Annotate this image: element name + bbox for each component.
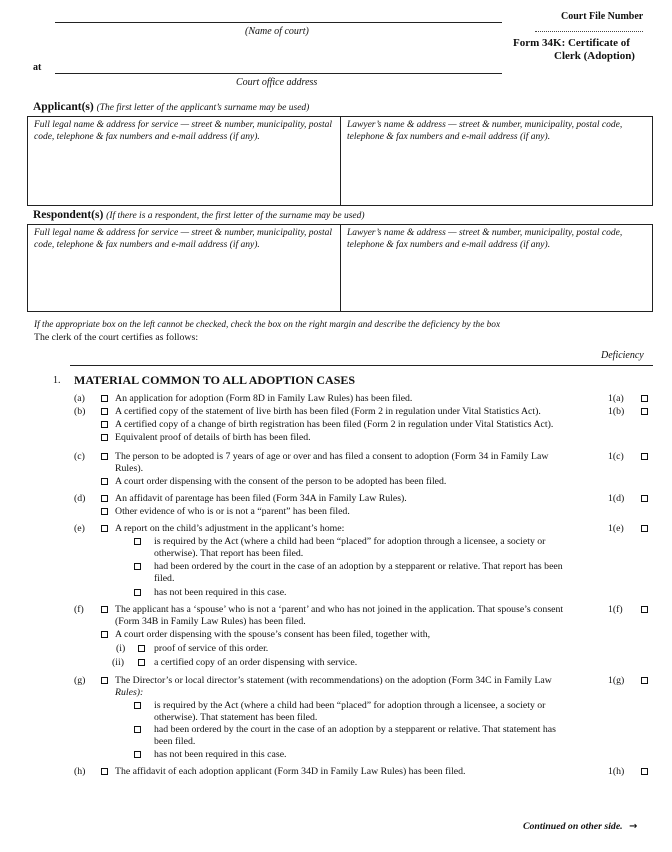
section-divider xyxy=(70,365,653,366)
item-d-ref: 1(d) xyxy=(608,493,625,504)
continued-text: Continued on other side. xyxy=(523,821,623,832)
item-c-ref: 1(c) xyxy=(608,451,624,462)
item-d-text-1: An affidavit of parentage has been filed (Form 34A in Family Law Rules). xyxy=(115,493,407,504)
item-h-ref: 1(h) xyxy=(608,766,625,777)
item-g-checkbox[interactable] xyxy=(101,677,108,684)
form-title-line2: Clerk (Adoption) xyxy=(554,50,635,62)
item-c-text-2: A court order dispensing with the consent of the person to be adopted has been filed. xyxy=(115,476,447,487)
item-e-sub-text-2b: filed. xyxy=(154,573,175,584)
item-f-i-label: (i) xyxy=(116,643,126,654)
item-f-ii-checkbox[interactable] xyxy=(138,659,145,666)
item-e-text-1: A report on the child’s adjustment in the applicant’s home: xyxy=(115,523,345,534)
item-g-deficiency-checkbox[interactable] xyxy=(641,677,648,684)
item-b-text-1: A certified copy of the statement of live birth has been filed (Form 2 in regulation under Vital Statistics Act). xyxy=(115,406,541,417)
applicants-heading xyxy=(33,101,309,113)
item-b-text-3: Equivalent proof of details of birth has been filed. xyxy=(115,432,311,443)
item-f-text-2: A court order dispensing with the spouse’s consent has been filed, together with, xyxy=(115,629,431,640)
item-d-checkbox-2[interactable] xyxy=(101,508,108,515)
item-f-i-checkbox[interactable] xyxy=(138,645,145,652)
item-c-text-1b: Rules). xyxy=(115,463,144,474)
item-c-checkbox-1[interactable] xyxy=(101,453,108,460)
item-d-label: (d) xyxy=(74,493,86,504)
item-e-checkbox[interactable] xyxy=(101,525,108,532)
item-a-deficiency-checkbox[interactable] xyxy=(641,395,648,402)
item-g-sub-text-2a: had been ordered by the court in the case of an adoption by a stepparent or relative. That statement has xyxy=(154,724,556,735)
item-e-sub-text-2a: had been ordered by the court in the case of an adoption by a stepparent or relative. That report has been xyxy=(154,561,563,572)
applicant-lawyer-cell[interactable]: Lawyer’s name & address — street & number, municipality, postal code, telephone & fax numbers and e-mail address (if any). xyxy=(347,120,623,142)
item-a-label: (a) xyxy=(74,393,85,404)
court-file-number-label: Court File Number xyxy=(561,11,644,22)
item-d-text-2: Other evidence of who is or is not a “parent” has been filed. xyxy=(115,506,350,517)
item-f-ii-label: (ii) xyxy=(112,657,124,668)
continued-note xyxy=(523,821,637,832)
item-g-sub-text-1a: is required by the Act (where a child had been “placed” for adoption through a licensee, a society or xyxy=(154,700,546,711)
item-a-text: An application for adoption (Form 8D in Family Law Rules) has been filed. xyxy=(115,393,413,404)
item-f-text-1a: The applicant has a ‘spouse’ who is not a ‘parent’ and who has not joined in the application. That spouse’s consent xyxy=(115,604,564,615)
item-e-deficiency-checkbox[interactable] xyxy=(641,525,648,532)
item-c-deficiency-checkbox[interactable] xyxy=(641,453,648,460)
item-g-sub-text-1b: otherwise). That statement has been filed. xyxy=(154,712,318,723)
item-f-text-1b: (Form 34B in Family Law Rules) has been filed. xyxy=(115,616,306,627)
section1-number: 1. xyxy=(53,375,61,386)
item-d-deficiency-checkbox[interactable] xyxy=(641,495,648,502)
item-g-text-1a: The Director’s or local director’s statement (with recommendations) on the adoption (Form 34C in Family Law xyxy=(115,675,552,686)
respondents-title: Respondent(s) xyxy=(33,209,104,221)
item-e-sub-checkbox-3[interactable] xyxy=(134,589,141,596)
item-b-ref: 1(b) xyxy=(608,406,625,417)
item-f-checkbox-2[interactable] xyxy=(101,631,108,638)
item-c-label: (c) xyxy=(74,451,85,462)
item-c-checkbox-2[interactable] xyxy=(101,478,108,485)
item-c-text-1a: The person to be adopted is 7 years of age or over and has filed a consent to adoption (Form 34 in Family Law xyxy=(115,451,549,462)
applicants-table xyxy=(27,116,653,206)
item-d-checkbox-1[interactable] xyxy=(101,495,108,502)
item-g-ref: 1(g) xyxy=(608,675,625,686)
arrow-right-icon: → xyxy=(629,821,638,832)
respondents-heading xyxy=(33,209,365,221)
item-h-text: The affidavit of each adoption applicant (Form 34D in Family Law Rules) has been filed. xyxy=(115,766,466,777)
item-e-sub-text-1b: otherwise). That report has been filed. xyxy=(154,548,304,559)
item-g-label: (g) xyxy=(74,675,86,686)
item-b-label: (b) xyxy=(74,406,86,417)
item-a-ref: 1(a) xyxy=(608,393,624,404)
item-e-sub-text-3: has not been required in this case. xyxy=(154,587,287,598)
instructions-line1: If the appropriate box on the left cannot be checked, check the box on the right margin and describe the deficiency by the box xyxy=(34,320,501,330)
item-h-label: (h) xyxy=(74,766,86,777)
item-b-checkbox-2[interactable] xyxy=(101,421,108,428)
respondent-lawyer-cell[interactable]: Lawyer’s name & address — street & number, municipality, postal code, telephone & fax numbers and e-mail address (if any). xyxy=(347,228,623,250)
deficiency-label: Deficiency xyxy=(601,350,644,361)
item-b-checkbox-3[interactable] xyxy=(101,434,108,441)
item-f-ii-text: a certified copy of an order dispensing with service. xyxy=(154,657,358,668)
section1-title: MATERIAL COMMON TO ALL ADOPTION CASES xyxy=(74,373,356,387)
court-office-address-label: Court office address xyxy=(236,77,318,88)
respondents-table xyxy=(27,224,653,312)
item-f-label: (f) xyxy=(74,604,84,615)
at-label: at xyxy=(33,62,42,73)
item-e-ref: 1(e) xyxy=(608,523,624,534)
item-g-sub-text-3: has not been required in this case. xyxy=(154,749,287,760)
item-e-label: (e) xyxy=(74,523,85,534)
item-h-checkbox[interactable] xyxy=(101,768,108,775)
item-g-sub-text-2b: been filed. xyxy=(154,736,196,747)
name-of-court-label: (Name of court) xyxy=(245,26,309,37)
item-g-text-1b: Rules): xyxy=(115,687,144,698)
applicants-title: Applicant(s) xyxy=(33,101,94,113)
item-e-sub-text-1a: is required by the Act (where a child had been “placed” for adoption through a licensee, a society or xyxy=(154,536,546,547)
item-e-sub-checkbox-1[interactable] xyxy=(134,538,141,545)
instructions-line2: The clerk of the court certifies as follows: xyxy=(34,332,199,343)
item-e-sub-checkbox-2[interactable] xyxy=(134,563,141,570)
item-g-sub-checkbox-1[interactable] xyxy=(134,702,141,709)
court-name-line xyxy=(55,22,502,23)
item-f-deficiency-checkbox[interactable] xyxy=(641,606,648,613)
item-h-deficiency-checkbox[interactable] xyxy=(641,768,648,775)
item-g-sub-checkbox-3[interactable] xyxy=(134,751,141,758)
item-b-checkbox-1[interactable] xyxy=(101,408,108,415)
item-b-deficiency-checkbox[interactable] xyxy=(641,408,648,415)
respondents-note: (If there is a respondent, the first letter of the surname may be used) xyxy=(106,211,365,221)
item-g-sub-checkbox-2[interactable] xyxy=(134,726,141,733)
respondent-info-cell[interactable]: Full legal name & address for service — street & number, municipality, postal code, telephone & fax numbers and e-mail address (if any). xyxy=(34,228,332,250)
item-a-checkbox[interactable] xyxy=(101,395,108,402)
item-b-text-2: A certified copy of a change of birth registration has been filed (Form 2 in regulation under Vital Statistics Act). xyxy=(115,419,554,430)
item-f-ref: 1(f) xyxy=(608,604,623,615)
applicant-info-cell[interactable]: Full legal name & address for service — street & number, municipality, postal code, telephone & fax numbers and e-mail address (if any). xyxy=(34,120,332,142)
applicants-note: (The first letter of the applicant’s surname may be used) xyxy=(96,103,310,113)
court-address-line xyxy=(55,73,502,74)
item-f-checkbox-1[interactable] xyxy=(101,606,108,613)
form-title-line1: Form 34K: Certificate of xyxy=(513,37,630,49)
court-file-number-field[interactable] xyxy=(535,31,643,32)
item-f-i-text: proof of service of this order. xyxy=(154,643,269,654)
